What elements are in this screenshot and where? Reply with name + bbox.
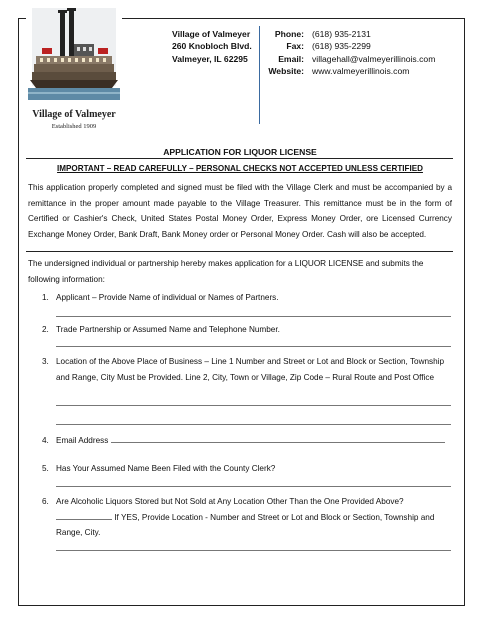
question-text-continued: If YES, Provide Location - Number and Street or Lot and Block or Section, Township and Range, City. xyxy=(56,512,435,538)
contact-info xyxy=(262,28,435,78)
fax-value: (618) 935-2299 xyxy=(312,41,371,52)
question-number: 6. xyxy=(42,497,49,506)
email-address-field[interactable] xyxy=(111,433,445,443)
answer-line-3a[interactable] xyxy=(56,405,451,406)
question-3 xyxy=(42,354,452,385)
yes-no-field[interactable] xyxy=(56,510,112,520)
question-text: Trade Partnership or Assumed Name and Telephone Number. xyxy=(56,325,280,334)
question-text: Applicant – Provide Name of individual or Names of Partners. xyxy=(56,293,279,302)
question-2 xyxy=(42,322,452,338)
intro-paragraph: This application properly completed and signed must be filed with the Village Clerk and must be accompanied by a remittance in the proper amount made payable to the Village Treasurer. This remittance must be in the form of Certified or Cashier's Check, United States Postal Money Order, Express Money Order, ore Licensed Currency Exchange Money Order, Bank Draft, Bank Money order or Personal Money Order. Cash will also be accepted. xyxy=(28,183,452,239)
address-line: Village of Valmeyer xyxy=(172,29,251,39)
question-6 xyxy=(42,494,452,541)
question-number: 4. xyxy=(42,436,49,445)
mailing-address xyxy=(172,28,252,65)
logo-established: Established 1909 xyxy=(51,123,97,130)
question-text: Location of the Above Place of Business – Line 1 Number and Street or Lot and Block or Section, Township and Range, City Must be Provided. Line 2, City, Town or Village, Zip Code – Rural Route and Post Office xyxy=(56,357,445,382)
phone-value: (618) 935-2131 xyxy=(312,29,371,39)
address-line: Valmeyer, IL 62295 xyxy=(172,53,248,64)
phone-label: Phone: xyxy=(274,29,304,39)
question-5 xyxy=(42,461,452,477)
website-label: Website: xyxy=(268,66,304,77)
email-value[interactable]: villagehall@valmeyerillinois.com xyxy=(312,53,436,64)
section-rule xyxy=(26,251,453,252)
question-text: Are Alcoholic Liquors Stored but Not Sold at Any Location Other Than the One Provided Above? xyxy=(56,497,404,506)
question-4 xyxy=(42,433,452,449)
question-1 xyxy=(42,290,452,306)
question-number: 2. xyxy=(42,325,49,334)
form-title: APPLICATION FOR LIQUOR LICENSE xyxy=(163,147,317,157)
question-text: Email Address xyxy=(56,436,109,445)
email-label: Email: xyxy=(278,53,304,64)
answer-line-5[interactable] xyxy=(56,486,451,487)
question-text: Has Your Assumed Name Been Filed with the County Clerk? xyxy=(56,464,276,473)
fax-label: Fax: xyxy=(286,41,304,52)
website-value[interactable]: www.valmeyerillinois.com xyxy=(312,66,410,77)
village-logo xyxy=(22,4,126,142)
answer-line-6[interactable] xyxy=(56,550,451,551)
answer-line-2[interactable] xyxy=(56,346,451,347)
title-rule xyxy=(26,158,453,159)
statement-paragraph: The undersigned individual or partnership hereby makes application for a LIQUOR LICENSE and submits the following information: xyxy=(28,259,424,284)
question-number: 5. xyxy=(42,464,49,473)
question-number: 3. xyxy=(42,357,49,366)
answer-line-3b[interactable] xyxy=(56,424,451,425)
answer-line-1[interactable] xyxy=(56,316,451,317)
question-number: 1. xyxy=(42,293,49,302)
header-divider xyxy=(259,26,260,124)
address-line: 260 Knobloch Blvd. xyxy=(172,41,252,52)
important-notice: IMPORTANT – READ CAREFULLY – PERSONAL CHECKS NOT ACCEPTED UNLESS CERTIFIED xyxy=(57,164,423,173)
logo-name: Village of Valmeyer xyxy=(32,109,116,120)
